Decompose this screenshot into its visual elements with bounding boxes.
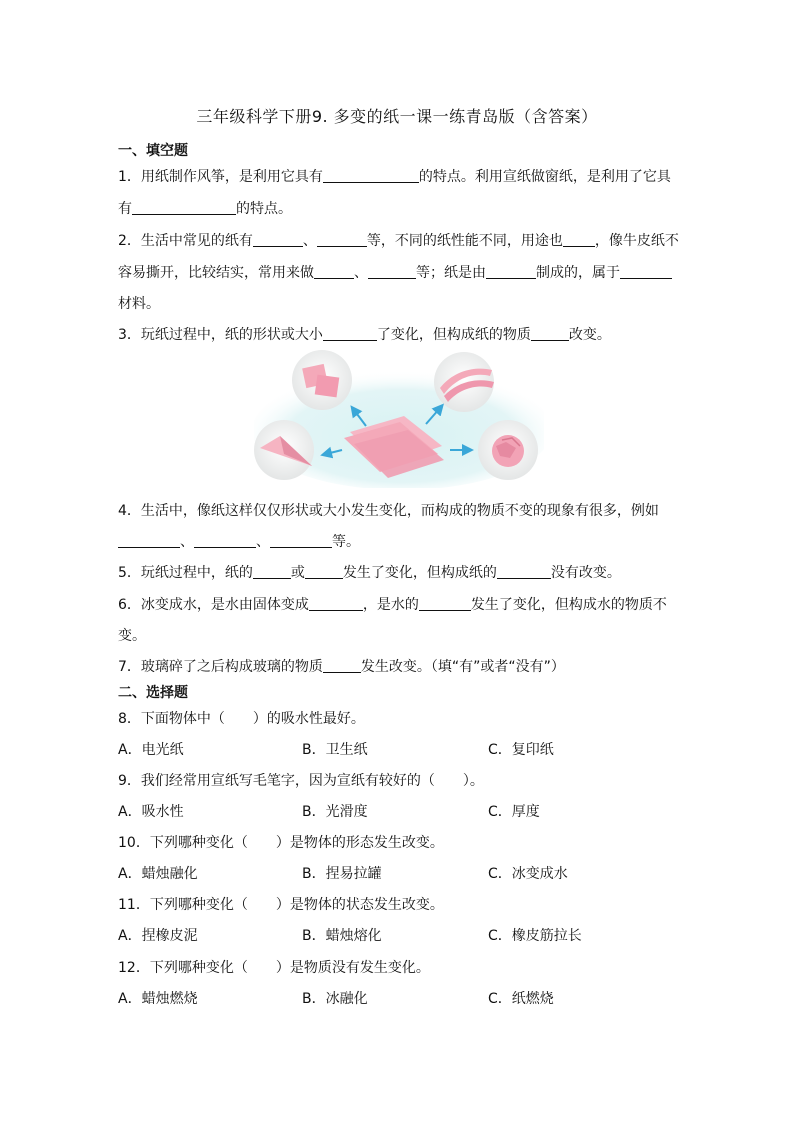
q2-text-g: 等；纸是由 bbox=[416, 265, 486, 281]
q6-text-d: 变。 bbox=[118, 628, 146, 644]
q7-text-a: 7．玻璃碎了之后构成玻璃的物质 bbox=[118, 659, 323, 675]
question-8: 8．下面物体中（ ）的吸水性最好。 bbox=[118, 711, 365, 727]
answer-blank[interactable] bbox=[194, 533, 256, 548]
q2-text-c: 等，不同的纸性能不同，用途也 bbox=[366, 233, 563, 249]
q2-text-a: 2．生活中常见的纸有 bbox=[118, 233, 253, 249]
answer-blank[interactable] bbox=[368, 264, 416, 279]
q4-text-a: 4．生活中，像纸这样仅仅形状或大小发生变化，而构成的物质不变的现象有很多，例如 bbox=[118, 503, 659, 519]
paper-strips-image bbox=[434, 352, 494, 412]
q4-text-b: 、 bbox=[180, 534, 194, 550]
answer-blank[interactable] bbox=[314, 264, 354, 279]
question-2-line-1 bbox=[118, 230, 678, 250]
answer-blank[interactable] bbox=[317, 232, 367, 247]
q3-text-b: 了变化，但构成纸的物质 bbox=[376, 327, 531, 343]
choice-12b[interactable]: B．冰融化 bbox=[302, 991, 368, 1007]
q2-text-b: 、 bbox=[302, 233, 317, 249]
answer-blank[interactable] bbox=[118, 533, 180, 548]
answer-blank[interactable] bbox=[486, 264, 536, 279]
question-6-line-1 bbox=[118, 594, 678, 614]
question-1-line-1 bbox=[118, 166, 678, 186]
q4-text-d: 等。 bbox=[332, 534, 360, 550]
q1-text-b: 的特点。利用宣纸做窗纸，是利用了它具 bbox=[418, 169, 671, 185]
q2-text-d: ，像牛皮纸不 bbox=[594, 233, 679, 249]
q7-text-b: 发生改变。（填“有”或者“没有”） bbox=[360, 659, 565, 675]
q6-text-b: ，是水的 bbox=[362, 597, 419, 613]
choice-9b[interactable]: B．光滑度 bbox=[302, 804, 368, 820]
question-10: 10．下列哪种变化（ ）是物体的形态发生改变。 bbox=[118, 835, 444, 851]
q2-text-h: 制成的，属于 bbox=[536, 265, 620, 281]
answer-blank[interactable] bbox=[620, 264, 672, 279]
question-1-line-2 bbox=[118, 198, 678, 218]
cut-paper-squares-image bbox=[292, 350, 352, 410]
q3-text-a: 3．玩纸过程中，纸的形状或大小 bbox=[118, 327, 323, 343]
answer-blank[interactable] bbox=[563, 232, 595, 247]
q1-text-a: 1．用纸制作风筝，是利用它具有 bbox=[118, 169, 323, 185]
q5-text-a: 5．玩纸过程中，纸的 bbox=[118, 565, 253, 581]
paper-changes-illustration bbox=[254, 350, 544, 488]
section-choice-heading: 二、选择题 bbox=[118, 685, 188, 701]
answer-blank[interactable] bbox=[497, 564, 551, 579]
choice-10a[interactable]: A．蜡烛融化 bbox=[118, 866, 198, 882]
question-2-line-2 bbox=[118, 262, 678, 282]
question-2-line-3 bbox=[118, 293, 678, 313]
question-4-line-2 bbox=[118, 531, 678, 551]
answer-blank[interactable] bbox=[323, 658, 361, 673]
question-3-line bbox=[118, 324, 678, 344]
choice-9c[interactable]: C．厚度 bbox=[488, 804, 540, 820]
q6-text-a: 6．冰变成水，是水由固体变成 bbox=[118, 597, 309, 613]
crumpled-paper-ball-image bbox=[478, 420, 538, 480]
answer-blank[interactable] bbox=[531, 326, 569, 341]
answer-blank[interactable] bbox=[305, 564, 343, 579]
q1-text-c: 有 bbox=[118, 201, 132, 217]
answer-blank[interactable] bbox=[253, 232, 303, 247]
answer-blank[interactable] bbox=[132, 200, 236, 215]
section-fill-in-heading: 一、填空题 bbox=[118, 143, 188, 159]
q5-text-c: 发生了变化，但构成纸的 bbox=[342, 565, 497, 581]
question-12: 12．下列哪种变化（ ）是物质没有发生变化。 bbox=[118, 960, 430, 976]
question-11: 11．下列哪种变化（ ）是物体的状态发生改变。 bbox=[118, 897, 444, 913]
question-9: 9．我们经常用宣纸写毛笔字，因为宣纸有较好的（ ）。 bbox=[118, 773, 484, 789]
paper-airplane-image bbox=[254, 420, 314, 480]
choice-11b[interactable]: B．蜡烛熔化 bbox=[302, 928, 382, 944]
q2-text-e: 容易撕开，比较结实，常用来做 bbox=[118, 265, 314, 281]
q1-text-d: 的特点。 bbox=[236, 201, 292, 217]
choice-8a[interactable]: A．电光纸 bbox=[118, 742, 184, 758]
choice-12a[interactable]: A．蜡烛燃烧 bbox=[118, 991, 198, 1007]
choice-10b[interactable]: B．捏易拉罐 bbox=[302, 866, 382, 882]
choice-9a[interactable]: A．吸水性 bbox=[118, 804, 184, 820]
choice-8c[interactable]: C．复印纸 bbox=[488, 742, 554, 758]
question-5-line bbox=[118, 562, 678, 582]
question-4-line-1 bbox=[118, 500, 678, 520]
q3-text-c: 改变。 bbox=[568, 327, 611, 343]
question-6-line-2 bbox=[118, 625, 678, 645]
page-title: 三年级科学下册9. 多变的纸一课一练青岛版（含答案） bbox=[196, 107, 598, 126]
q6-text-c: 发生了变化，但构成水的物质不 bbox=[470, 597, 667, 613]
answer-blank[interactable] bbox=[323, 168, 419, 183]
answer-blank[interactable] bbox=[253, 564, 291, 579]
q4-text-c: 、 bbox=[256, 534, 270, 550]
question-7-line bbox=[118, 656, 678, 676]
choice-10c[interactable]: C．冰变成水 bbox=[488, 866, 568, 882]
choice-11a[interactable]: A．捏橡皮泥 bbox=[118, 928, 198, 944]
q5-text-d: 没有改变。 bbox=[550, 565, 621, 581]
answer-blank[interactable] bbox=[323, 326, 377, 341]
answer-blank[interactable] bbox=[309, 596, 363, 611]
q2-text-f: 、 bbox=[354, 265, 368, 281]
q2-text-i: 材料。 bbox=[118, 296, 160, 312]
q5-text-b: 或 bbox=[290, 565, 305, 581]
answer-blank[interactable] bbox=[270, 533, 332, 548]
choice-11c[interactable]: C．橡皮筋拉长 bbox=[488, 928, 582, 944]
choice-12c[interactable]: C．纸燃烧 bbox=[488, 991, 554, 1007]
answer-blank[interactable] bbox=[419, 596, 471, 611]
choice-8b[interactable]: B．卫生纸 bbox=[302, 742, 368, 758]
